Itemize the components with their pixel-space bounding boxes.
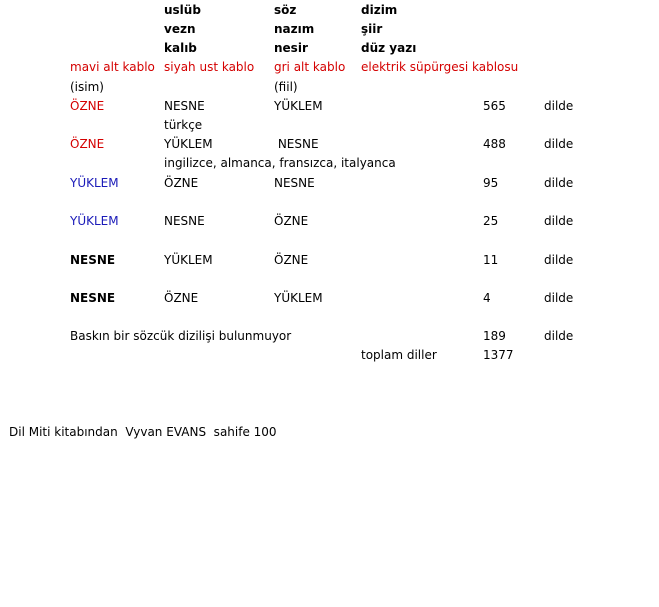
header-kalib: kalıb [164, 41, 197, 55]
row2-note: ingilizce, almanca, fransızca, italyanca [164, 156, 396, 170]
header-vezn: vezn [164, 22, 196, 36]
dominant-unit: dilde [544, 329, 574, 343]
row6-c3: YÜKLEM [274, 291, 323, 305]
row4-count: 25 [483, 214, 499, 228]
header-soz: söz [274, 3, 297, 17]
row2-c1: ÖZNE [70, 137, 105, 151]
label-mavi-alt-kablo: mavi alt kablo [70, 60, 155, 74]
header-duz-yazi: düz yazı [361, 41, 417, 55]
dominant-text: Baskın bir sözcük dizilişi bulunmuyor [70, 329, 292, 343]
row4-c1: YÜKLEM [70, 214, 119, 228]
row5-c1: NESNE [70, 253, 116, 267]
row3-count: 95 [483, 176, 499, 190]
row2-c3: NESNE [274, 137, 319, 151]
row1-c1: ÖZNE [70, 99, 105, 113]
header-uslub: uslüb [164, 3, 201, 17]
label-elektrik-kablosu: elektrik süpürgesi kablosu [361, 60, 519, 74]
label-gri-alt-kablo: gri alt kablo [274, 60, 346, 74]
label-siyah-ust-kablo: siyah ust kablo [164, 60, 255, 74]
label-fiil: (fiil) [274, 80, 298, 94]
row5-unit: dilde [544, 253, 574, 267]
row1-c2: NESNE [164, 99, 205, 113]
row1-unit: dilde [544, 99, 574, 113]
row5-c2: YÜKLEM [164, 253, 213, 267]
row2-unit: dilde [544, 137, 574, 151]
source-citation: Dil Miti kitabından Vyvan EVANS sahife 100 [9, 425, 277, 439]
total-count: 1377 [483, 348, 514, 362]
label-isim: (isim) [70, 80, 104, 94]
row2-c2: YÜKLEM [164, 137, 213, 151]
row5-c3: ÖZNE [274, 253, 309, 267]
row6-c1: NESNE [70, 291, 116, 305]
row3-c1: YÜKLEM [70, 176, 119, 190]
total-label: toplam diller [361, 348, 437, 362]
row4-c2: NESNE [164, 214, 205, 228]
row4-unit: dilde [544, 214, 574, 228]
header-dizim: dizim [361, 3, 398, 17]
row6-count: 4 [483, 291, 491, 305]
row4-c3: ÖZNE [274, 214, 309, 228]
row6-unit: dilde [544, 291, 574, 305]
row3-unit: dilde [544, 176, 574, 190]
row2-count: 488 [483, 137, 506, 151]
row1-c3: YÜKLEM [274, 99, 323, 113]
header-nesir: nesir [274, 41, 308, 55]
dominant-count: 189 [483, 329, 506, 343]
row6-c2: ÖZNE [164, 291, 199, 305]
header-nazim: nazım [274, 22, 315, 36]
row1-count: 565 [483, 99, 506, 113]
row5-count: 11 [483, 253, 499, 267]
row3-c2: ÖZNE [164, 176, 199, 190]
header-siir: şiir [361, 22, 383, 36]
row3-c3: NESNE [274, 176, 315, 190]
row1-note: türkçe [164, 118, 203, 132]
